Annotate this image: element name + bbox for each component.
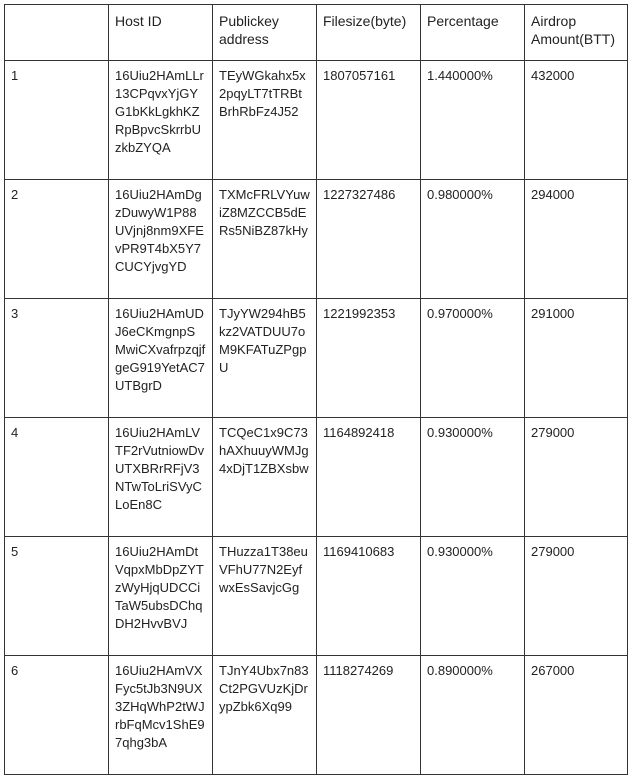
- cell-index: 2: [5, 180, 109, 299]
- cell-publickey-address: TCQeC1x9C73hAXhuuyWMJg4xDjT1ZBXsbw: [213, 418, 317, 537]
- header-airdrop-amount: Airdrop Amount(BTT): [525, 5, 628, 61]
- table-row: [5, 180, 628, 299]
- cell-filesize: 1118274269: [317, 656, 421, 775]
- cell-index: 1: [5, 61, 109, 180]
- cell-publickey-address: TJnY4Ubx7n83Ct2PGVUzKjDrypZbk6Xq99: [213, 656, 317, 775]
- cell-filesize: 1221992353: [317, 299, 421, 418]
- header-index: [5, 5, 109, 61]
- header-publickey-address: Publickey address: [213, 5, 317, 61]
- cell-percentage: 1.440000%: [421, 61, 525, 180]
- cell-index: 6: [5, 656, 109, 775]
- table-row: [5, 418, 628, 537]
- cell-airdrop-amount: 279000: [525, 418, 628, 537]
- table-row: [5, 299, 628, 418]
- cell-airdrop-amount: 291000: [525, 299, 628, 418]
- header-host-id: Host ID: [109, 5, 213, 61]
- header-percentage: Percentage: [421, 5, 525, 61]
- cell-filesize: 1169410683: [317, 537, 421, 656]
- cell-publickey-address: THuzza1T38euVFhU77N2EyfwxEsSavjcGg: [213, 537, 317, 656]
- cell-percentage: 0.930000%: [421, 537, 525, 656]
- cell-index: 5: [5, 537, 109, 656]
- airdrop-table: [4, 4, 628, 775]
- cell-airdrop-amount: 267000: [525, 656, 628, 775]
- cell-host-id: 16Uiu2HAmDtVqpxMbDpZYTzWyHjqUDCCiTaW5ubsDChqDH2HvvBVJ: [109, 537, 213, 656]
- cell-filesize: 1227327486: [317, 180, 421, 299]
- cell-publickey-address: TEyWGkahx5x2pqyLT7tTRBtBrhRbFz4J52: [213, 61, 317, 180]
- cell-airdrop-amount: 294000: [525, 180, 628, 299]
- cell-airdrop-amount: 432000: [525, 61, 628, 180]
- cell-host-id: 16Uiu2HAmLLr13CPqvxYjGYG1bKkLgkhKZRpBpvcSkrrbUzkbZYQA: [109, 61, 213, 180]
- cell-percentage: 0.980000%: [421, 180, 525, 299]
- cell-percentage: 0.930000%: [421, 418, 525, 537]
- cell-host-id: 16Uiu2HAmVXFyc5tJb3N9UX3ZHqWhP2tWJrbFqMcv1ShE97qhg3bA: [109, 656, 213, 775]
- cell-index: 4: [5, 418, 109, 537]
- cell-percentage: 0.970000%: [421, 299, 525, 418]
- cell-filesize: 1164892418: [317, 418, 421, 537]
- table-row: [5, 61, 628, 180]
- cell-host-id: 16Uiu2HAmLVTF2rVutniowDvUTXBRrRFjV3NTwToLriSVyCLoEn8C: [109, 418, 213, 537]
- header-filesize: Filesize(byte): [317, 5, 421, 61]
- table-header-row: [5, 5, 628, 61]
- cell-host-id: 16Uiu2HAmUDJ6eCKmgnpSMwiCXvafrpzqjfgeG919YetAC7UTBgrD: [109, 299, 213, 418]
- cell-airdrop-amount: 279000: [525, 537, 628, 656]
- table-row: [5, 537, 628, 656]
- cell-filesize: 1807057161: [317, 61, 421, 180]
- cell-percentage: 0.890000%: [421, 656, 525, 775]
- table-row: [5, 656, 628, 775]
- cell-publickey-address: TJyYW294hB5kz2VATDUU7oM9KFATuZPgpU: [213, 299, 317, 418]
- cell-index: 3: [5, 299, 109, 418]
- cell-publickey-address: TXMcFRLVYuwiZ8MZCCB5dERs5NiBZ87kHy: [213, 180, 317, 299]
- cell-host-id: 16Uiu2HAmDgzDuwyW1P88UVjnj8nm9XFEvPR9T4bX5Y7CUCYjvgYD: [109, 180, 213, 299]
